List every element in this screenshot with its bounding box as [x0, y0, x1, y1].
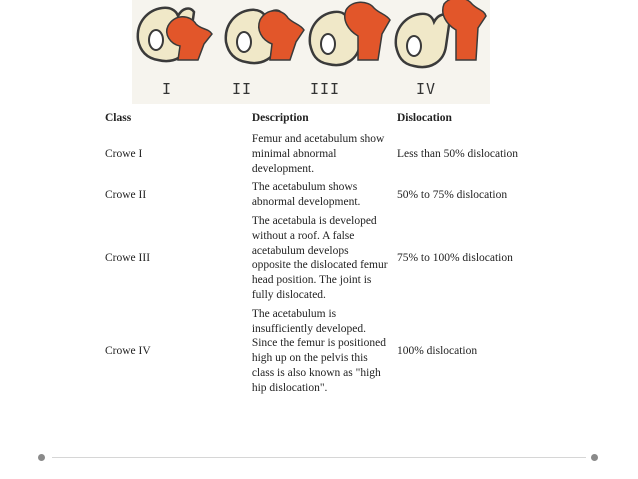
cell-description: Femur and acetabulum show minimal abnormal development. — [251, 133, 385, 175]
cell-dislocation: Less than 50% dislocation — [396, 147, 518, 160]
cell-description: The acetabula is developed without a roof. A false acetabulum develops opposite the dislocated femur head position. The joint is fully dislocated. — [251, 214, 388, 301]
cell-dislocation: 75% to 100% dislocation — [396, 251, 513, 264]
slide-bullet-right — [591, 454, 598, 461]
hip-class-1 — [138, 8, 212, 61]
table-row — [101, 212, 533, 305]
slide-bullet-left — [38, 454, 45, 461]
table-row — [101, 178, 533, 212]
roman-label-4: IV — [416, 80, 437, 98]
header-class: Class — [105, 111, 132, 124]
cell-dislocation: 100% dislocation — [396, 344, 478, 357]
header-dislocation: Dislocation — [396, 111, 452, 124]
header-description: Description — [251, 111, 309, 124]
crowe-classification-table — [101, 106, 533, 398]
table-row — [101, 305, 533, 398]
cell-description: The acetabulum is insufficiently developed. Since the femur is positioned high up on the pelvis this class is also known as "high hip dislocation". — [251, 307, 386, 394]
crowe-classification-illustration — [132, 0, 490, 104]
cell-description: The acetabulum shows abnormal development. — [251, 181, 361, 209]
table-row — [101, 130, 533, 178]
hip-diagram — [132, 0, 490, 80]
hip-class-4 — [396, 0, 486, 67]
hip-class-2 — [226, 10, 304, 63]
roman-label-3: III — [310, 80, 341, 98]
roman-label-2: II — [232, 80, 253, 98]
cell-class: Crowe I — [105, 147, 143, 160]
table-header-row — [101, 106, 533, 130]
footer-divider — [52, 457, 586, 458]
roman-label-1: I — [162, 80, 173, 98]
cell-class: Crowe III — [105, 251, 151, 264]
hip-class-3 — [310, 2, 390, 65]
cell-class: Crowe IV — [105, 344, 151, 357]
cell-class: Crowe II — [105, 188, 147, 201]
cell-dislocation: 50% to 75% dislocation — [396, 188, 508, 201]
